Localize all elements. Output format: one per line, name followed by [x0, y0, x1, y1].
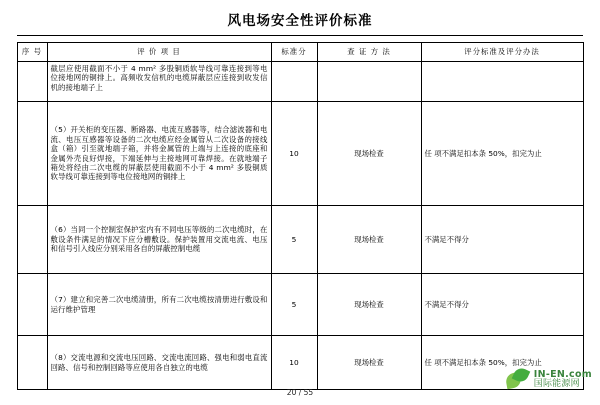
watermark-brand: 国际能源网 [533, 379, 580, 390]
page-title: 风电场安全性评价标准 [227, 13, 373, 29]
row-no [17, 274, 47, 336]
row-item: （8）交流电源和交流电压回路、交流电流回路、强电和弱电直流回路、信号和控制回路等应使用各自独立的电缆 [47, 336, 271, 390]
table-header [17, 43, 583, 62]
row-method: 现场检查 [317, 274, 421, 336]
row-method: 现场检查 [317, 102, 421, 206]
row-score: 10 [271, 336, 317, 390]
evaluation-table [17, 42, 584, 390]
column-header-score: 标准分 [271, 43, 317, 62]
row-score: 5 [271, 274, 317, 336]
table-body [17, 62, 583, 390]
table-row [17, 336, 583, 390]
row-method [317, 62, 421, 102]
table-row [17, 274, 583, 336]
table-row [17, 102, 583, 206]
row-score: 5 [271, 206, 317, 274]
table-row [17, 62, 583, 102]
row-rule: 不满足不得分 [421, 206, 583, 274]
page-number: 20 / 55 [286, 388, 314, 397]
row-no [17, 102, 47, 206]
row-rule: 任 项不满足扣本条 50%，扣完为止 [421, 336, 583, 390]
column-header-rule: 评分标准及评分办法 [421, 43, 583, 62]
row-no [17, 206, 47, 274]
row-no [17, 62, 47, 102]
watermark-site: IN-EN.com [533, 368, 592, 380]
table-row [17, 206, 583, 274]
row-score [271, 62, 317, 102]
row-rule: 不满足不得分 [421, 274, 583, 336]
watermark [505, 367, 592, 393]
row-score: 10 [271, 102, 317, 206]
row-item: （5）开关柜的变压器、断路器、电流互感器等，结合滤波器和电流、电压互感器等设备的二次电缆应经金属管从二次设备的接线盒（箱）引至就地端子箱，并将金属管的上端与上连接的底座和金属外壳良好焊接，下端延伸与主接地网可靠焊接。在就地端子箱处将经由二次电缆的屏蔽层使用截面不小于 4 mm² 多股铜质软导线可靠连接到等电位接地网的铜排上 [47, 102, 271, 206]
column-header-no: 序 号 [17, 43, 47, 62]
title-divider [17, 35, 583, 36]
row-method: 现场检查 [317, 206, 421, 274]
row-item: （7）建立和完善二次电缆清册，所有二次电缆按清册进行敷设和运行维护管理 [47, 274, 271, 336]
row-method: 现场检查 [317, 336, 421, 390]
row-rule: 任 项不满足扣本条 50%，扣完为止 [421, 102, 583, 206]
column-header-item: 评 价 项 目 [47, 43, 271, 62]
table-header-row [17, 43, 583, 62]
leaf-icon [505, 367, 531, 393]
row-no [17, 336, 47, 390]
row-rule [421, 62, 583, 102]
row-item: 截层应使用截面不小于 4 mm² 多股铜质软导线可靠连接到等电位接地网的铜排上。高频收发信机的电缆屏蔽层应连接到收发信机的接地端子上 [47, 62, 271, 102]
column-header-method: 查 证 方 法 [317, 43, 421, 62]
row-item: （6）当同一个控制室保护室内有不同电压等级的二次电缆时，在敷设条件满足的情况下应分槽敷设。保护装置用交流电流、电压和信号引入线应分别采用各自的屏蔽控制电缆 [47, 206, 271, 274]
